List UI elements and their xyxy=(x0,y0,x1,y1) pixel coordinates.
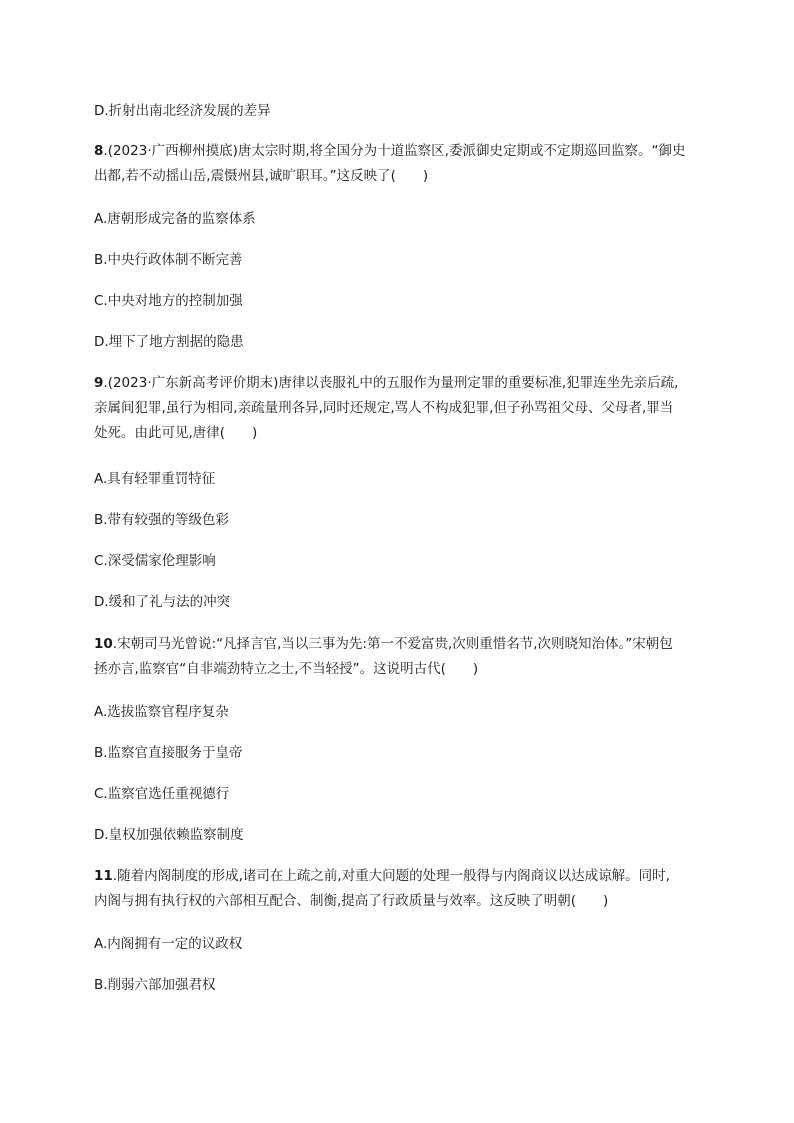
question-11-line-1 xyxy=(94,864,704,889)
question-text: .(2023·广西柳州摸底)唐太宗时期,将全国分为十道监察区,委派御史定期或不定期巡回监察。“御史 xyxy=(103,143,686,159)
question-number: 10 xyxy=(94,636,113,652)
question-10-option-d: D.皇权加强依赖监察制度 xyxy=(94,827,244,843)
question-9-line-1 xyxy=(94,371,704,396)
question-9-option-d: D.缓和了礼与法的冲突 xyxy=(94,594,231,610)
question-text: .(2023·广东新高考评价期末)唐律以丧服礼中的五服作为量刑定罪的重要标准,犯罪连坐先亲后疏, xyxy=(103,375,679,391)
question-text: .随着内阁制度的形成,诸司在上疏之前,对重大问题的处理一般得与内阁商议以达成谅解。同时, xyxy=(112,868,670,884)
question-9-option-c: C.深受儒家伦理影响 xyxy=(94,553,216,569)
question-9-line-2: 亲属间犯罪,虽行为相同,亲疏量刑各异,同时还规定,骂人不构成犯罪,但子孙骂祖父母、父母者,罪当 xyxy=(94,400,674,416)
question-10-line-2: 拯亦言,监察官“自非端劲特立之士,不当轻授”。这说明古代( ) xyxy=(94,661,479,677)
question-8-option-d: D.埋下了地方割据的隐患 xyxy=(94,334,244,350)
question-number: 8 xyxy=(94,143,104,159)
question-8-line-2: 出都,若不动摇山岳,震慑州县,诚旷职耳。”这反映了( ) xyxy=(94,168,429,184)
question-9-option-b: B.带有较强的等级色彩 xyxy=(94,512,230,528)
question-10-option-b: B.监察官直接服务于皇帝 xyxy=(94,745,243,761)
question-10-option-a: A.选拔监察官程序复杂 xyxy=(94,704,229,720)
question-10-option-c: C.监察官选任重视德行 xyxy=(94,786,230,802)
question-text: .宋朝司马光曾说:“凡择言官,当以三事为先:第一不爱富贵,次则重惜名节,次则晓知治体。”宋朝包 xyxy=(112,636,673,652)
question-8-line-1 xyxy=(94,139,704,164)
question-8-option-c: C.中央对地方的控制加强 xyxy=(94,293,243,309)
question-11-option-b: B.削弱六部加强君权 xyxy=(94,977,216,993)
question-8-option-a: A.唐朝形成完备的监察体系 xyxy=(94,211,256,227)
question-10-line-1 xyxy=(94,632,704,657)
question-9-option-a: A.具有轻罪重罚特征 xyxy=(94,471,216,487)
question-11-line-2: 内阁与拥有执行权的六部相互配合、制衡,提高了行政质量与效率。这反映了明朝( ) xyxy=(94,893,609,909)
question-9-line-3: 处死。由此可见,唐律( ) xyxy=(94,425,258,441)
option-line: D.折射出南北经济发展的差异 xyxy=(94,103,271,119)
question-number: 11 xyxy=(94,868,113,884)
question-number: 9 xyxy=(94,375,104,391)
question-8-option-b: B.中央行政体制不断完善 xyxy=(94,252,243,268)
question-11-option-a: A.内阁拥有一定的议政权 xyxy=(94,936,243,952)
